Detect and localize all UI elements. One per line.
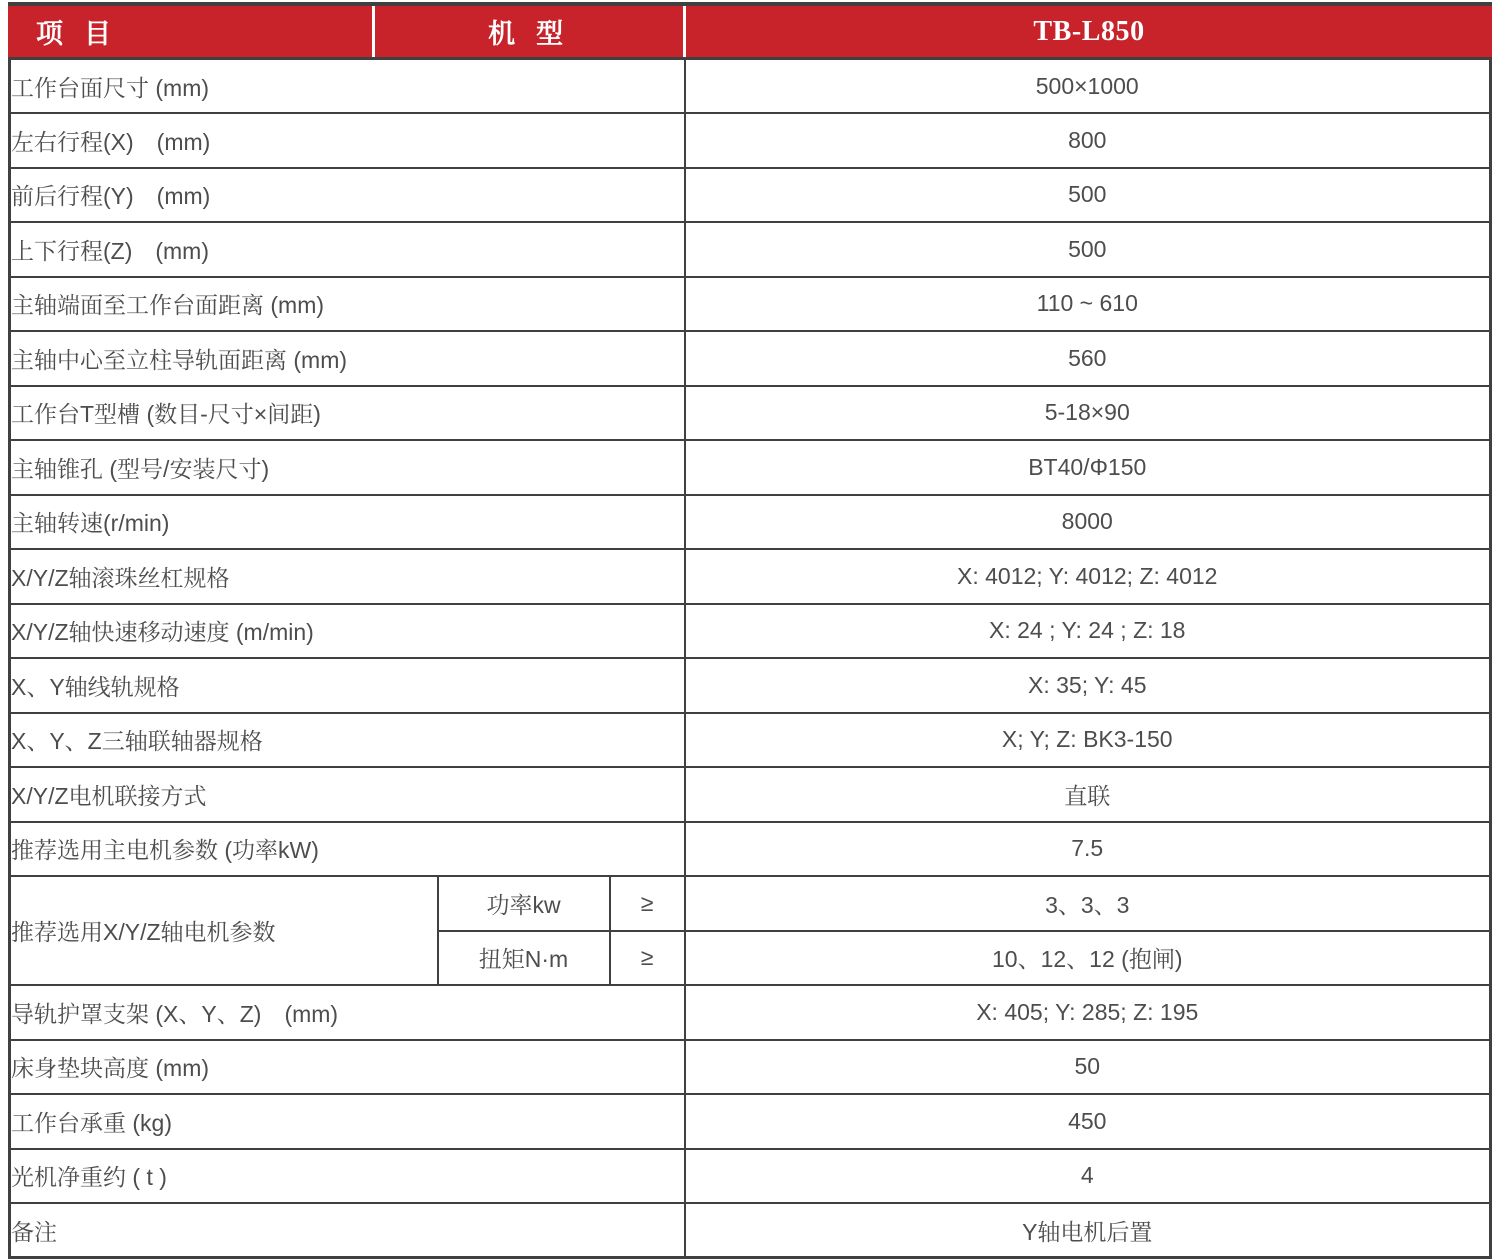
- spec-row: [10, 822, 1491, 877]
- spec-value: 7.5: [685, 822, 1491, 877]
- spec-value: Y轴电机后置: [685, 1203, 1491, 1258]
- spec-label: X/Y/Z电机联接方式: [10, 767, 685, 822]
- spec-label: 前后行程(Y) (mm): [10, 168, 685, 223]
- spec-row: [10, 713, 1491, 768]
- spec-label: 备注: [10, 1203, 685, 1258]
- spec-label: 主轴锥孔 (型号/安装尺寸): [10, 440, 685, 495]
- spec-table: [8, 57, 1492, 1259]
- spec-row: [10, 1203, 1491, 1258]
- spec-value: 450: [685, 1094, 1491, 1149]
- spec-label: 工作台面尺寸 (mm): [10, 59, 685, 114]
- spec-label: X/Y/Z轴快速移动速度 (m/min): [10, 604, 685, 659]
- spec-label: 上下行程(Z) (mm): [10, 222, 685, 277]
- spec-label: 床身垫块高度 (mm): [10, 1040, 685, 1095]
- spec-row: [10, 168, 1491, 223]
- spec-value: X: 405; Y: 285; Z: 195: [685, 985, 1491, 1040]
- spec-row: [10, 767, 1491, 822]
- header-model-column-title: 机 型: [372, 6, 683, 57]
- spec-row: [10, 1094, 1491, 1149]
- spec-row: [10, 59, 1491, 114]
- spec-label: X/Y/Z轴滚珠丝杠规格: [10, 549, 685, 604]
- spec-label: 工作台T型槽 (数目-尺寸×间距): [10, 386, 685, 441]
- spec-row: [10, 549, 1491, 604]
- spec-row: [10, 1040, 1491, 1095]
- greater-equal-symbol: ≥: [610, 931, 685, 986]
- spec-value: X: 4012; Y: 4012; Z: 4012: [685, 549, 1491, 604]
- header-items-column-title: 项 目: [36, 19, 118, 49]
- spec-sub-param: 功率kw: [438, 876, 610, 931]
- spec-value: 3、3、3: [685, 876, 1491, 931]
- spec-label: 主轴中心至立柱导轨面距离 (mm): [10, 331, 685, 386]
- spec-label: 主轴端面至工作台面距离 (mm): [10, 277, 685, 332]
- spec-value: X: 24 ; Y: 24 ; Z: 18: [685, 604, 1491, 659]
- spec-row: [10, 985, 1491, 1040]
- spec-value: 500×1000: [685, 59, 1491, 114]
- spec-sub-param: 扭矩N·m: [438, 931, 610, 986]
- table-header-row: [8, 2, 1492, 57]
- spec-row: [10, 277, 1491, 332]
- spec-row: [10, 331, 1491, 386]
- spec-label: 左右行程(X) (mm): [10, 113, 685, 168]
- spec-value: 500: [685, 168, 1491, 223]
- spec-label: 推荐选用X/Y/Z轴电机参数: [10, 876, 438, 985]
- spec-value: BT40/Φ150: [685, 440, 1491, 495]
- spec-value: 5-18×90: [685, 386, 1491, 441]
- spec-value: 500: [685, 222, 1491, 277]
- spec-value: 800: [685, 113, 1491, 168]
- spec-label: 光机净重约 ( t ): [10, 1149, 685, 1204]
- spec-label: 推荐选用主电机参数 (功率kW): [10, 822, 685, 877]
- spec-row: [10, 658, 1491, 713]
- spec-value: 50: [685, 1040, 1491, 1095]
- spec-row: [10, 1149, 1491, 1204]
- spec-row: [10, 495, 1491, 550]
- spec-row: [10, 113, 1491, 168]
- spec-label: X、Y、Z三轴联轴器规格: [10, 713, 685, 768]
- greater-equal-symbol: ≥: [610, 876, 685, 931]
- spec-value: X: 35; Y: 45: [685, 658, 1491, 713]
- spec-value: X; Y; Z: BK3-150: [685, 713, 1491, 768]
- spec-label: X、Y轴线轨规格: [10, 658, 685, 713]
- spec-value: 10、12、12 (抱闸): [685, 931, 1491, 986]
- spec-row: [10, 604, 1491, 659]
- spec-value: 560: [685, 331, 1491, 386]
- spec-value: 8000: [685, 495, 1491, 550]
- spec-row: [10, 222, 1491, 277]
- header-model-name: TB-L850: [683, 6, 1492, 57]
- spec-label: 主轴转速(r/min): [10, 495, 685, 550]
- spec-value: 4: [685, 1149, 1491, 1204]
- spec-label: 工作台承重 (kg): [10, 1094, 685, 1149]
- spec-value: 110 ~ 610: [685, 277, 1491, 332]
- spec-row: [10, 440, 1491, 495]
- spec-label: 导轨护罩支架 (X、Y、Z) (mm): [10, 985, 685, 1040]
- spec-row-motor-params-power: [10, 876, 1491, 931]
- spec-value: 直联: [685, 767, 1491, 822]
- spec-row: [10, 386, 1491, 441]
